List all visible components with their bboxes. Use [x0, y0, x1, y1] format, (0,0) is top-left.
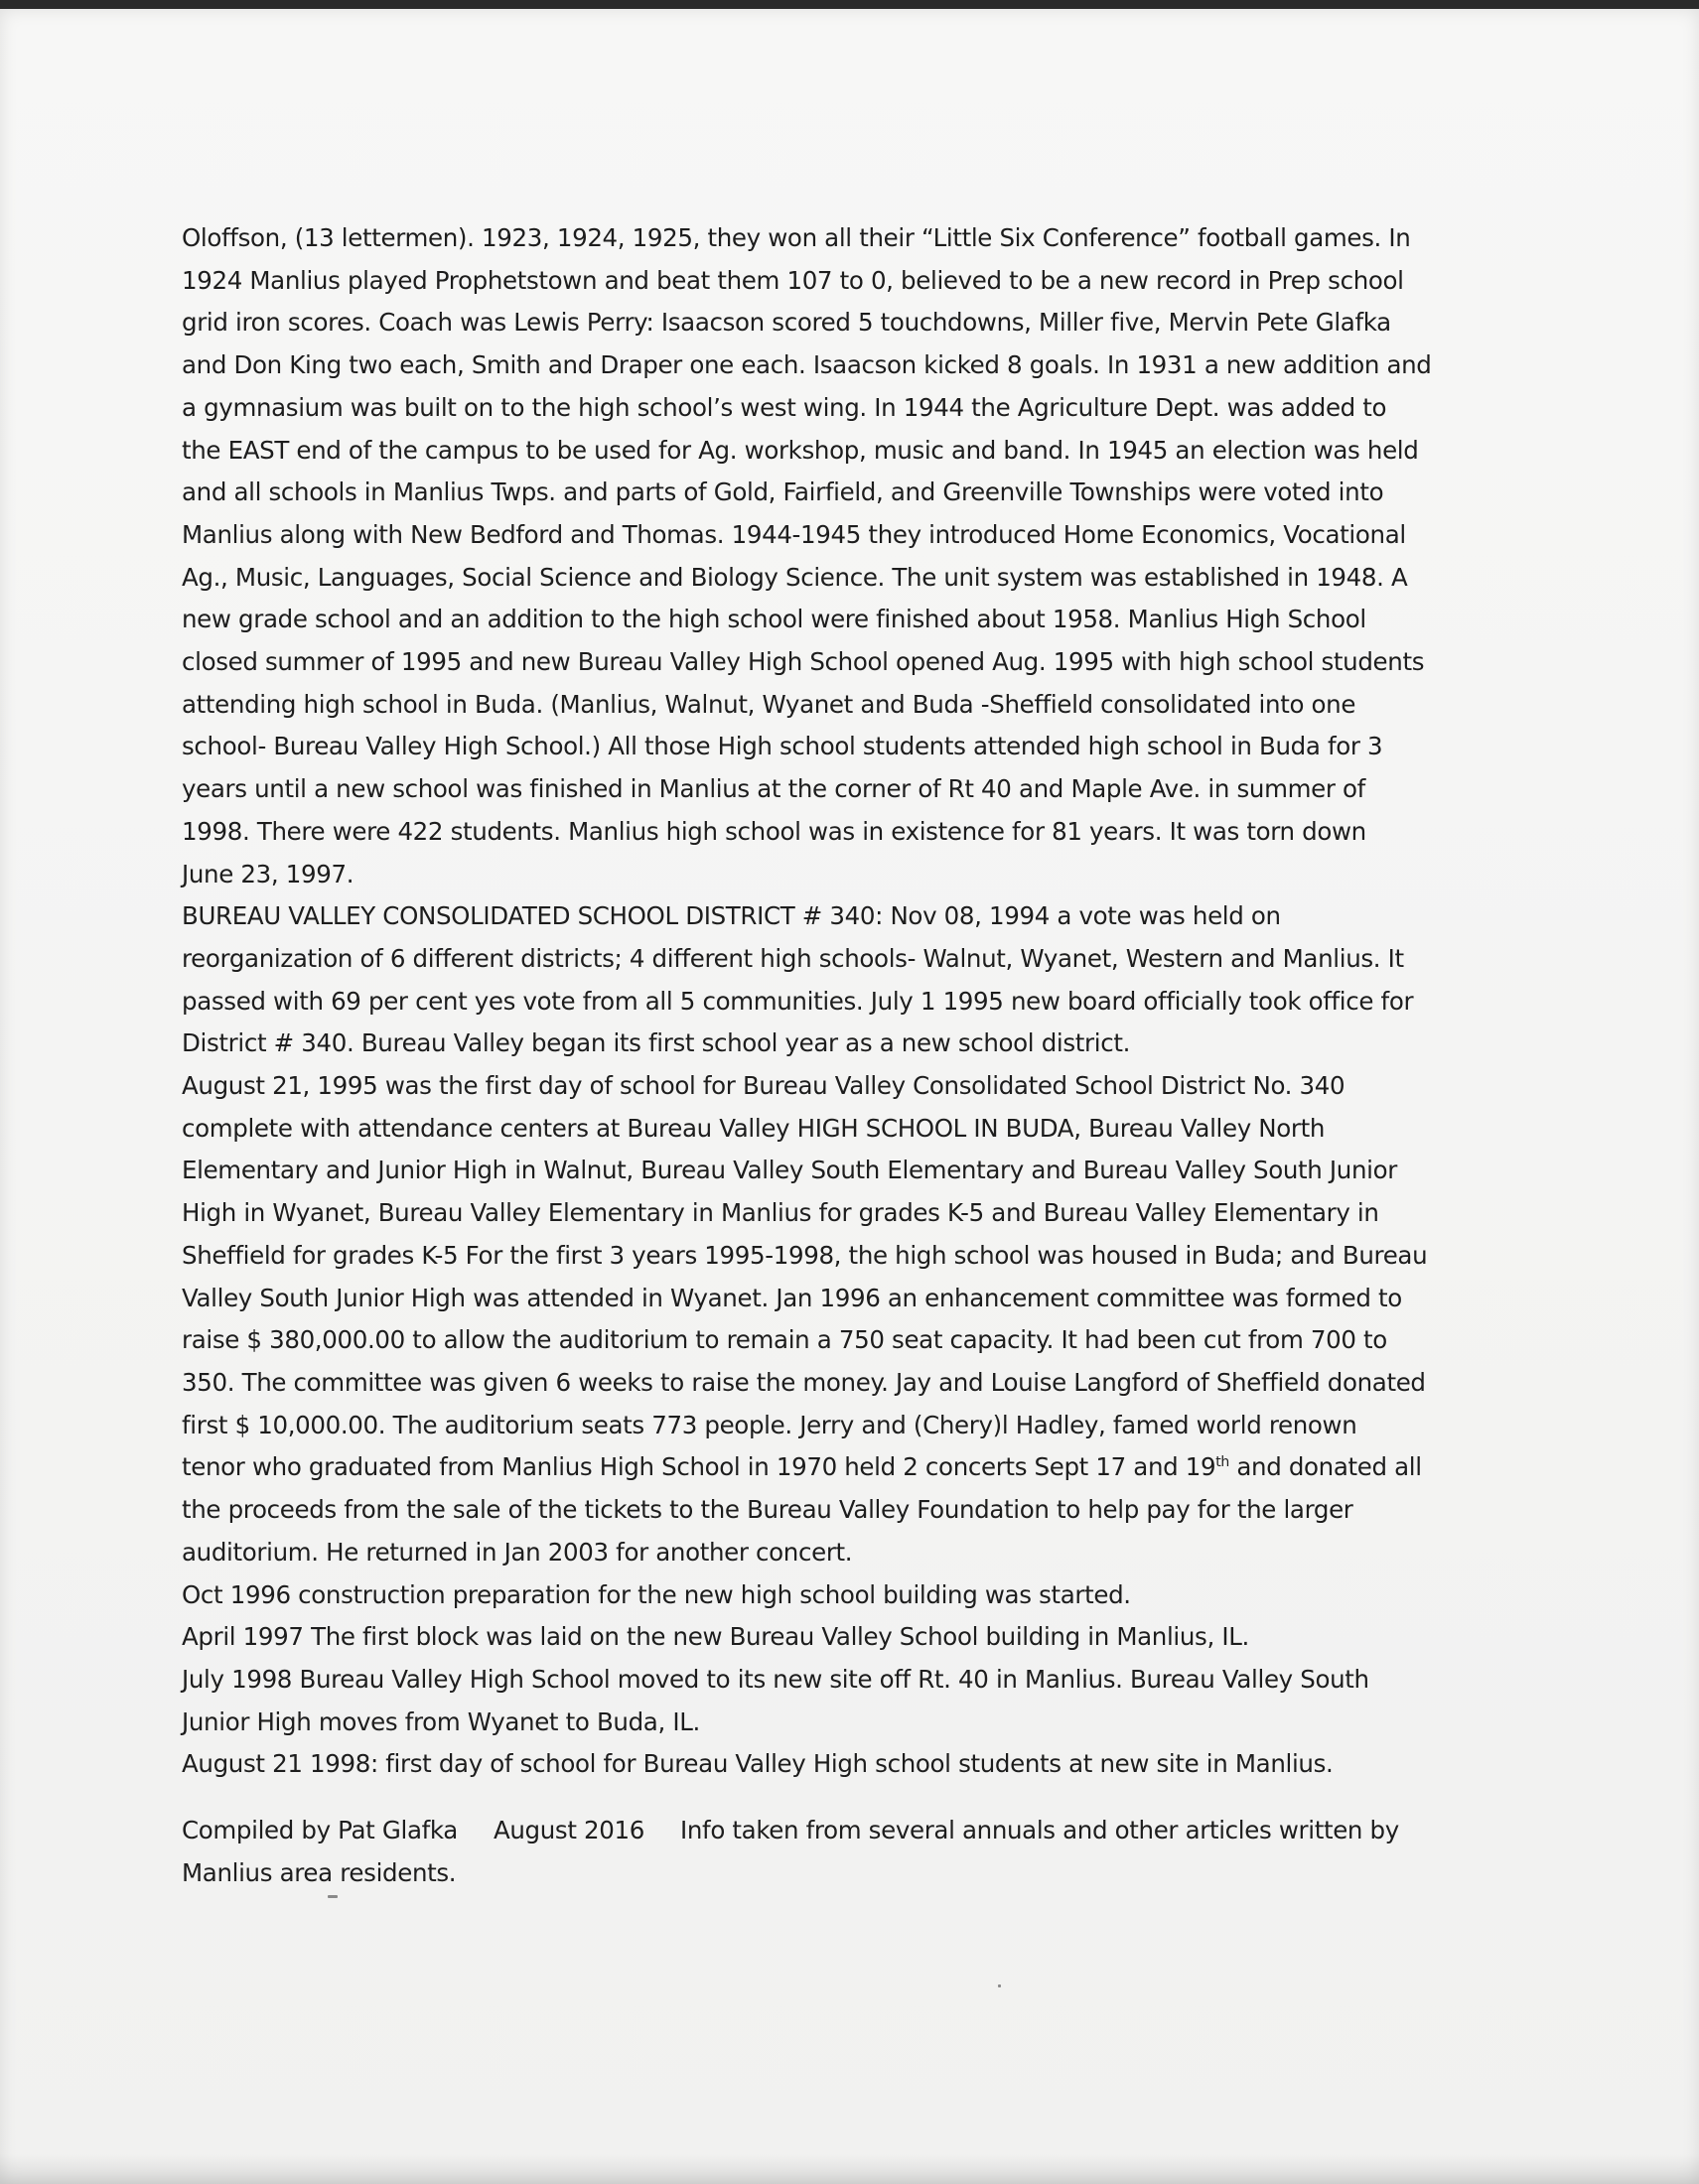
concert-text-after: and donated all: [1228, 1452, 1422, 1482]
concert-line: [182, 1446, 1502, 1489]
text-line: school- Bureau Valley High School.) All those High school students attended high school in Buda for 3: [182, 732, 1383, 761]
concert-text-before: tenor who graduated from Manlius High School in 1970 held 2 concerts Sept 17 and 19: [182, 1452, 1216, 1482]
ordinal-superscript: th: [1215, 1454, 1229, 1471]
text-line: High in Wyanet, Bureau Valley Elementary in Manlius for grades K-5 and Bureau Valley Elementary in: [182, 1198, 1379, 1228]
text-line: attending high school in Buda. (Manlius, Walnut, Wyanet and Buda -Sheffield consolidated into one: [182, 689, 1356, 719]
text-line: years until a new school was finished in Manlius at the corner of Rt 40 and Maple Ave. in summer of: [182, 774, 1365, 804]
text-line: Manlius along with New Bedford and Thomas. 1944-1945 they introduced Home Economics, Vocational: [182, 519, 1406, 549]
scan-speck: [328, 1895, 338, 1898]
text-line: raise $ 380,000.00 to allow the auditorium to remain a 750 seat capacity. It had been cut from 700 to: [182, 1325, 1387, 1355]
source-note: Info taken from several annuals and other articles written by: [680, 1816, 1399, 1845]
credit-line-continued: Manlius area residents.: [182, 1857, 457, 1887]
document-body: [182, 217, 1502, 1894]
text-line: July 1998 Bureau Valley High School moved to its new site off Rt. 40 in Manlius. Bureau Valley South: [182, 1664, 1369, 1694]
text-line: new grade school and an addition to the high school were finished about 1958. Manlius High School: [182, 605, 1366, 634]
text-line: passed with 69 per cent yes vote from all 5 communities. July 1 1995 new board officially took office for: [182, 986, 1414, 1016]
text-line: Oloffson, (13 lettermen). 1923, 1924, 1925, they won all their “Little Six Conference” football games. In: [182, 223, 1411, 252]
text-line: Oct 1996 construction preparation for the new high school building was started.: [182, 1579, 1131, 1609]
text-line: 1924 Manlius played Prophetstown and beat them 107 to 0, believed to be a new record in Prep school: [182, 265, 1404, 295]
text-line: and Don King two each, Smith and Draper one each. Isaacson kicked 8 goals. In 1931 a new addition and: [182, 350, 1432, 380]
text-line: BUREAU VALLEY CONSOLIDATED SCHOOL DISTRICT # 340: Nov 08, 1994 a vote was held on: [182, 901, 1281, 931]
text-line: grid iron scores. Coach was Lewis Perry: Isaacson scored 5 touchdowns, Miller five, Mervin Pete Glafka: [182, 308, 1391, 338]
text-line: 1998. There were 422 students. Manlius high school was in existence for 81 years. It was torn down: [182, 816, 1366, 846]
compiled-by: Compiled by Pat Glafka: [182, 1816, 458, 1845]
text-line: and all schools in Manlius Twps. and parts of Gold, Fairfield, and Greenville Townships were voted into: [182, 478, 1384, 507]
text-line: Valley South Junior High was attended in Wyanet. Jan 1996 an enhancement committee was formed to: [182, 1283, 1402, 1312]
text-line: Junior High moves from Wyanet to Buda, IL.: [182, 1706, 700, 1736]
text-line: the EAST end of the campus to be used for Ag. workshop, music and band. In 1945 an election was held: [182, 435, 1419, 465]
text-line: Elementary and Junior High in Walnut, Bureau Valley South Elementary and Bureau Valley South Junior: [182, 1156, 1397, 1185]
text-line: complete with attendance centers at Bureau Valley HIGH SCHOOL IN BUDA, Bureau Valley North: [182, 1113, 1326, 1143]
text-line: first $ 10,000.00. The auditorium seats 773 people. Jerry and (Chery)l Hadley, famed world renown: [182, 1410, 1357, 1439]
text-line: 350. The committee was given 6 weeks to raise the money. Jay and Louise Langford of Sheffield donated: [182, 1367, 1426, 1397]
text-line: the proceeds from the sale of the tickets to the Bureau Valley Foundation to help pay for the larger: [182, 1495, 1353, 1525]
text-line: auditorium. He returned in Jan 2003 for another concert.: [182, 1537, 853, 1567]
scanned-page: [0, 9, 1699, 2184]
text-line: June 23, 1997.: [182, 859, 354, 888]
text-line: Ag., Music, Languages, Social Science and Biology Science. The unit system was established in 1948. A: [182, 562, 1408, 592]
text-line: a gymnasium was built on to the high school’s west wing. In 1944 the Agriculture Dept. was added to: [182, 392, 1387, 422]
text-line: Sheffield for grades K-5 For the first 3 years 1995-1998, the high school was housed in Buda; and Bureau: [182, 1240, 1428, 1270]
scan-speck: [998, 1984, 1001, 1987]
text-line: August 21, 1995 was the first day of school for Bureau Valley Consolidated School District No. 340: [182, 1071, 1345, 1101]
text-line: reorganization of 6 different districts; 4 different high schools- Walnut, Wyanet, Western and Manlius. It: [182, 943, 1404, 973]
compiled-date: August 2016: [493, 1816, 644, 1845]
text-line: closed summer of 1995 and new Bureau Valley High School opened Aug. 1995 with high school students: [182, 647, 1425, 677]
text-line: April 1997 The first block was laid on the new Bureau Valley School building in Manlius, IL.: [182, 1622, 1249, 1652]
text-line: August 21 1998: first day of school for Bureau Valley High school students at new site in Manlius.: [182, 1749, 1334, 1779]
credit-line: [182, 1810, 1502, 1852]
text-line: District # 340. Bureau Valley began its first school year as a new school district.: [182, 1028, 1131, 1058]
